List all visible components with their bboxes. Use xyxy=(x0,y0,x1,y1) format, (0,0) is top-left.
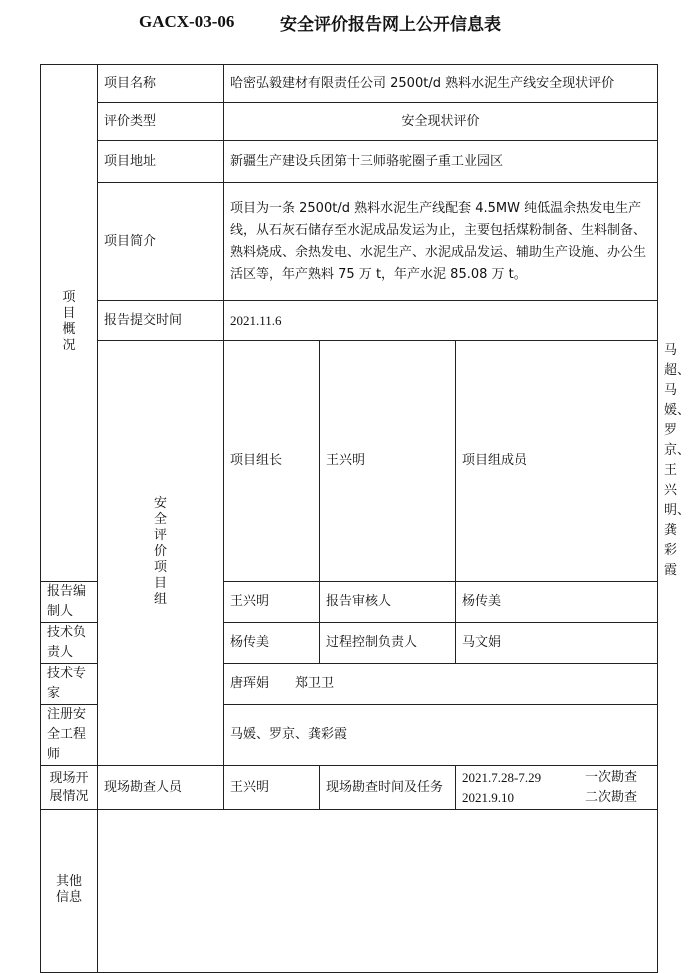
surveyor-label: 现场勘查人员 xyxy=(98,766,224,810)
other-content xyxy=(98,810,658,973)
submit-time-value: 2021.11.6 xyxy=(224,301,658,341)
field-group-label: 现场开展情况 xyxy=(41,766,98,810)
survey-task-1: 一次勘查 xyxy=(584,769,637,785)
process-ctrl-label: 过程控制负责人 xyxy=(320,623,456,664)
author-label: 报告编制人 xyxy=(41,582,98,623)
other-label-cell xyxy=(41,810,98,973)
address-value: 新疆生产建设兵团第十三师骆驼圈子重工业园区 xyxy=(224,141,658,183)
project-name-value: 哈密弘毅建材有限责任公司 2500t/d 熟料水泥生产线安全现状评价 xyxy=(224,65,658,103)
time-task-label: 现场勘查时间及任务 xyxy=(320,766,456,810)
overview-group-cell xyxy=(41,65,98,582)
tech-lead-label: 技术负责人 xyxy=(41,623,98,664)
eval-type-value: 安全现状评价 xyxy=(224,103,658,141)
surveyor-value: 王兴明 xyxy=(224,766,320,810)
survey-date-1: 2021.7.28-7.29 xyxy=(462,769,542,785)
eval-type-label: 评价类型 xyxy=(98,103,224,141)
survey-date-2: 2021.9.10 xyxy=(462,789,514,805)
intro-value: 项目为一条 2500t/d 熟料水泥生产线配套 4.5MW 纯低温余热发电生产线，从石灰石储存至水泥成品发运为止，主要包括煤粉制备、生料制备、熟料烧成、余热发电、水泥生产、水泥成品发运、辅助生产设施、办公生活区等，年产熟料 75 万 t，年产水泥 85.08 万 t。 xyxy=(224,183,658,301)
form-title: 安全评价报告网上公开信息表 xyxy=(280,15,501,35)
engineers-value: 马媛、罗京、龚彩霞 xyxy=(224,705,658,766)
team-group-label: 安全评价项目组 xyxy=(153,496,167,607)
survey-row-2 xyxy=(462,788,651,808)
process-ctrl-value: 马文娟 xyxy=(456,623,658,664)
reviewer-value: 杨传美 xyxy=(456,582,658,623)
submit-time-label: 报告提交时间 xyxy=(98,301,224,341)
survey-row-1 xyxy=(462,768,651,788)
survey-task-2: 二次勘查 xyxy=(584,789,637,805)
leader-label: 项目组长 xyxy=(224,341,320,582)
engineers-label: 注册安全工程师 xyxy=(41,705,98,766)
expert-2: 郑卫卫 xyxy=(295,676,335,691)
time-task-value xyxy=(456,766,658,810)
experts-label: 技术专家 xyxy=(41,664,98,705)
info-table: 项目概况 项目名称 哈密弘毅建材有限责任公司 2500t/d 熟料水泥生产线安全现状评价 评价类型 安全现状评价 项目地址 新疆生产建设兵团第十三师骆驼圈子重工业园区 项目简介 项目为一条 2500t/d 熟料水泥生产线配套 4.5MW 纯低温余热发电生产线，从石灰石储存至水泥成品发运为止，主要包括煤粉制备、生料制备、熟料烧成、余热发电、水泥生产、水泥成品发运、辅助生产设施、办公生活区等，年产熟料 75 万 t，年产水泥 85.08 万 t。 报告提交时间 2021.11.6 安全评价项目组 项目组长 王兴明 项目组成员 马超、马媛、罗京、王兴明、龚彩霞 报告编制人 王兴明 报告审核人 杨传美 技术负责人 杨传美 过程控制负责人 马文娟 技术专家 唐珲娟 郑卫卫 注册安全工程师 马媛、罗京、龚彩霞 现场开展情况 现场勘查人员 王兴明 现场勘查时间及任务 2021.7.28-7.29 一次勘查 2021.9.10 二次勘查 其他信息 xyxy=(40,64,658,973)
overview-group-label: 项目概况 xyxy=(62,290,76,353)
reviewer-label: 报告审核人 xyxy=(320,582,456,623)
address-label: 项目地址 xyxy=(98,141,224,183)
experts-value xyxy=(224,664,658,705)
intro-label: 项目简介 xyxy=(98,183,224,301)
tech-lead-value: 杨传美 xyxy=(224,623,320,664)
expert-1: 唐珲娟 xyxy=(230,676,270,691)
form-code: GACX-03-06 xyxy=(139,12,235,31)
members-label: 项目组成员 xyxy=(456,341,658,582)
team-group-cell xyxy=(98,341,224,766)
author-value: 王兴明 xyxy=(224,582,320,623)
other-label: 其他信息 xyxy=(55,874,82,905)
form-header xyxy=(0,10,700,40)
leader-value: 王兴明 xyxy=(320,341,456,582)
project-name-label: 项目名称 xyxy=(98,65,224,103)
